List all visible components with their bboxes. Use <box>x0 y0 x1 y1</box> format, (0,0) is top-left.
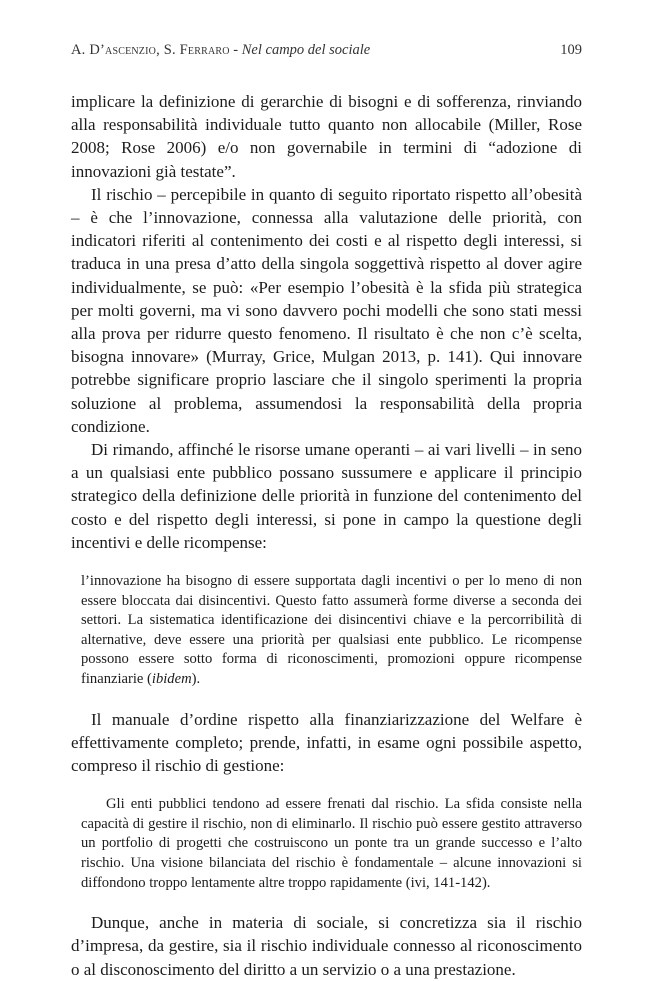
paragraph-2: Il rischio – percepibile in quanto di seguito riportato rispetto all’obesità – è che l’innovazione, connessa alla valutazione delle priorità, con indicatori riferiti al contenimento dei costi e al rispetto degli interessi, si traduca in una presa d’atto della singola soggettivà rispetto al dover agire individualmente, se può: «Per esempio l’obesità è la sfida più strategica per molti governi, ma vi sono davvero pochi modelli che sono stati messi alla prova per ridurre questo fenomeno. Il risultato è che non c’è scelta, bisogna innovare» (Murray, Grice, Mulgan 2013, p. 141). Qui innovare potrebbe significare proprio lasciare che il singolo sperimenti la propria soluzione al problema, assumendosi la responsabilità della propria condizione. <box>71 184 582 436</box>
quote-1-citation: ibidem <box>151 671 192 688</box>
block-quote-1 <box>81 572 582 690</box>
paragraph-5: Dunque, anche in materia di sociale, si concretizza sia il rischio d’impresa, da gestire, sia il rischio individuale connesso al riconoscimento o al disconoscimento del diritto a un servizio o a una prestazione. <box>71 913 582 979</box>
running-head <box>71 42 582 64</box>
header-separator: - <box>229 42 242 58</box>
body-text <box>71 90 582 981</box>
quote-1-body: l’innovazione ha bisogno di essere supportata dagli incentivi o per lo meno di non essere bloccata dai disincentivi. Questo fatto assumerà forme diverse a seconda dei settori. La sistematica identificazione dei disincentivi chiave e la percorribilità di alternative, deve essere una priorità per qualsiasi ente pubblico. Le ricompense possono essere sotto forma di riconoscimenti, promozioni oppure ricompense finanziarie ( <box>81 573 582 688</box>
quote-1-end: ). <box>191 671 201 688</box>
block-quote-2 <box>81 795 582 893</box>
page <box>71 42 582 981</box>
paragraph-3: Di rimando, affinché le risorse umane operanti – ai vari livelli – in seno a un qualsiasi ente pubblico possano sussumere e applicare il principio strategico della definizione delle priorità in funzione del contenimento del costo e del rispetto degli interessi, si pone in campo la questione degli incentivi e delle ricompense: <box>71 440 582 552</box>
header-book-title: Nel campo del sociale <box>241 42 371 58</box>
page-number: 109 <box>560 42 582 58</box>
running-head-left <box>71 42 370 59</box>
header-authors: A. D’ascenzio, S. Ferraro <box>71 42 230 58</box>
paragraph-1: implicare la definizione di gerarchie di bisogni e di sofferenza, rinviando alla responsabilità individuale tutto quanto non allocabile (Miller, Rose 2008; Rose 2006) e/o non governabile in termini di “adozione di innovazioni già testate”. <box>71 92 582 181</box>
block-quote-1-text <box>81 572 582 690</box>
paragraph-4: Il manuale d’ordine rispetto alla finanziarizzazione del Welfare è effettivamente completo; prende, infatti, in esame ogni possibile aspetto, compreso il rischio di gestione: <box>71 709 582 776</box>
block-quote-2-text: Gli enti pubblici tendono ad essere frenati dal rischio. La sfida consiste nella capacità di gestire il rischio, non di eliminarlo. Il rischio può essere gestito attraverso un portfolio di progetti che costruiscono un ponte tra un grande successo e l’alto rischio. Una visione bilanciata del rischio è fondamentale – alcune innovazioni si diffondono troppo lentamente altre troppo rapidamente (ivi, 141-142). <box>81 796 582 891</box>
